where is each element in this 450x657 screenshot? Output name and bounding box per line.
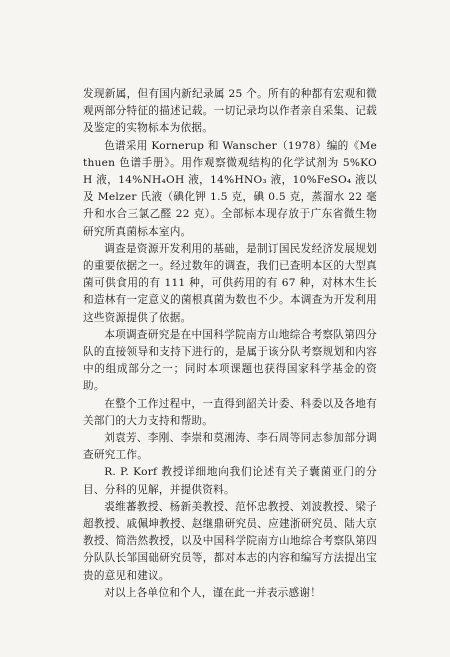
paragraph-advisors: 裘维蕃教授、杨新美教授、范怀忠教授、刘波教授、梁子超教授、戚佩坤教授、赵继鼎研究员、应建浙研究员、陆大京教授、简浩然教授，以及中国科学院南方山地综合考察队第四分队队长邹国础研究员等，都对本志的内容和编写方法提出宝贵的意见和建议。 [83,500,377,582]
paragraph-thanks: 对以上各单位和个人，谨在此一并表示感谢！ [104,586,322,599]
paragraph-survey-purpose: 调查是资源开发利用的基础，是制订国民发经济发展规划的重要依据之一。经过数年的调查，我们已查明本区的大型真菌可供食用的有 111 种，可供药用的有 67 种，对林木生长和造林有一定意义的菌根真菌为数也不少。本调查为开发利用这些资源提供了依据。 [83,242,377,324]
paragraph-local-help: 在整个工作过程中，一直得到韶关计委、科委以及各地有关部门的大力支持和帮助。 [83,397,377,427]
paragraph-color-chart-reagents: 色谱采用 Kornerup 和 Wanscher（1978）编的《Methuen 色谱手册》。用作观察微观结构的化学试剂为 5%KOH 液，14%NH₄OH 液，14%HNO₃ 液，10%FeSO₄ 液以及 Melzer 氏液（碘化钾 1.5 克，碘 0.5 克，蒸溜水 22 毫升和水合三氯乙醛 22 克）。全部标本现存放于广东省微生物研究所真菌标本室内。 [83,139,377,238]
paragraph-project-support: 本项调查研究是在中国科学院南方山地综合考察队第四分队的直接领导和支持下进行的，是属于该分队考察规划和内容中的组成部分之一；同时本项课题也获得国家科学基金的资助。 [83,328,377,393]
paragraph-participants: 刘袁芳、李刚、李崇和莫湘涛、李石周等同志参加部分调查研究工作。 [83,432,377,462]
paragraph-specimen-notes: 发现新属，但有国内新纪录属 25 个。所有的种都有宏观和微观两部分特征的描述记载。一切记录均以作者亲自采集、记载及鉴定的实物标本为依据。 [83,88,377,135]
page-body [83,86,377,602]
paragraph-korf: R. P. Korf 教授详细地向我们论述有关子囊菌亚门的分目、分科的见解，并提供资料。 [83,466,377,496]
